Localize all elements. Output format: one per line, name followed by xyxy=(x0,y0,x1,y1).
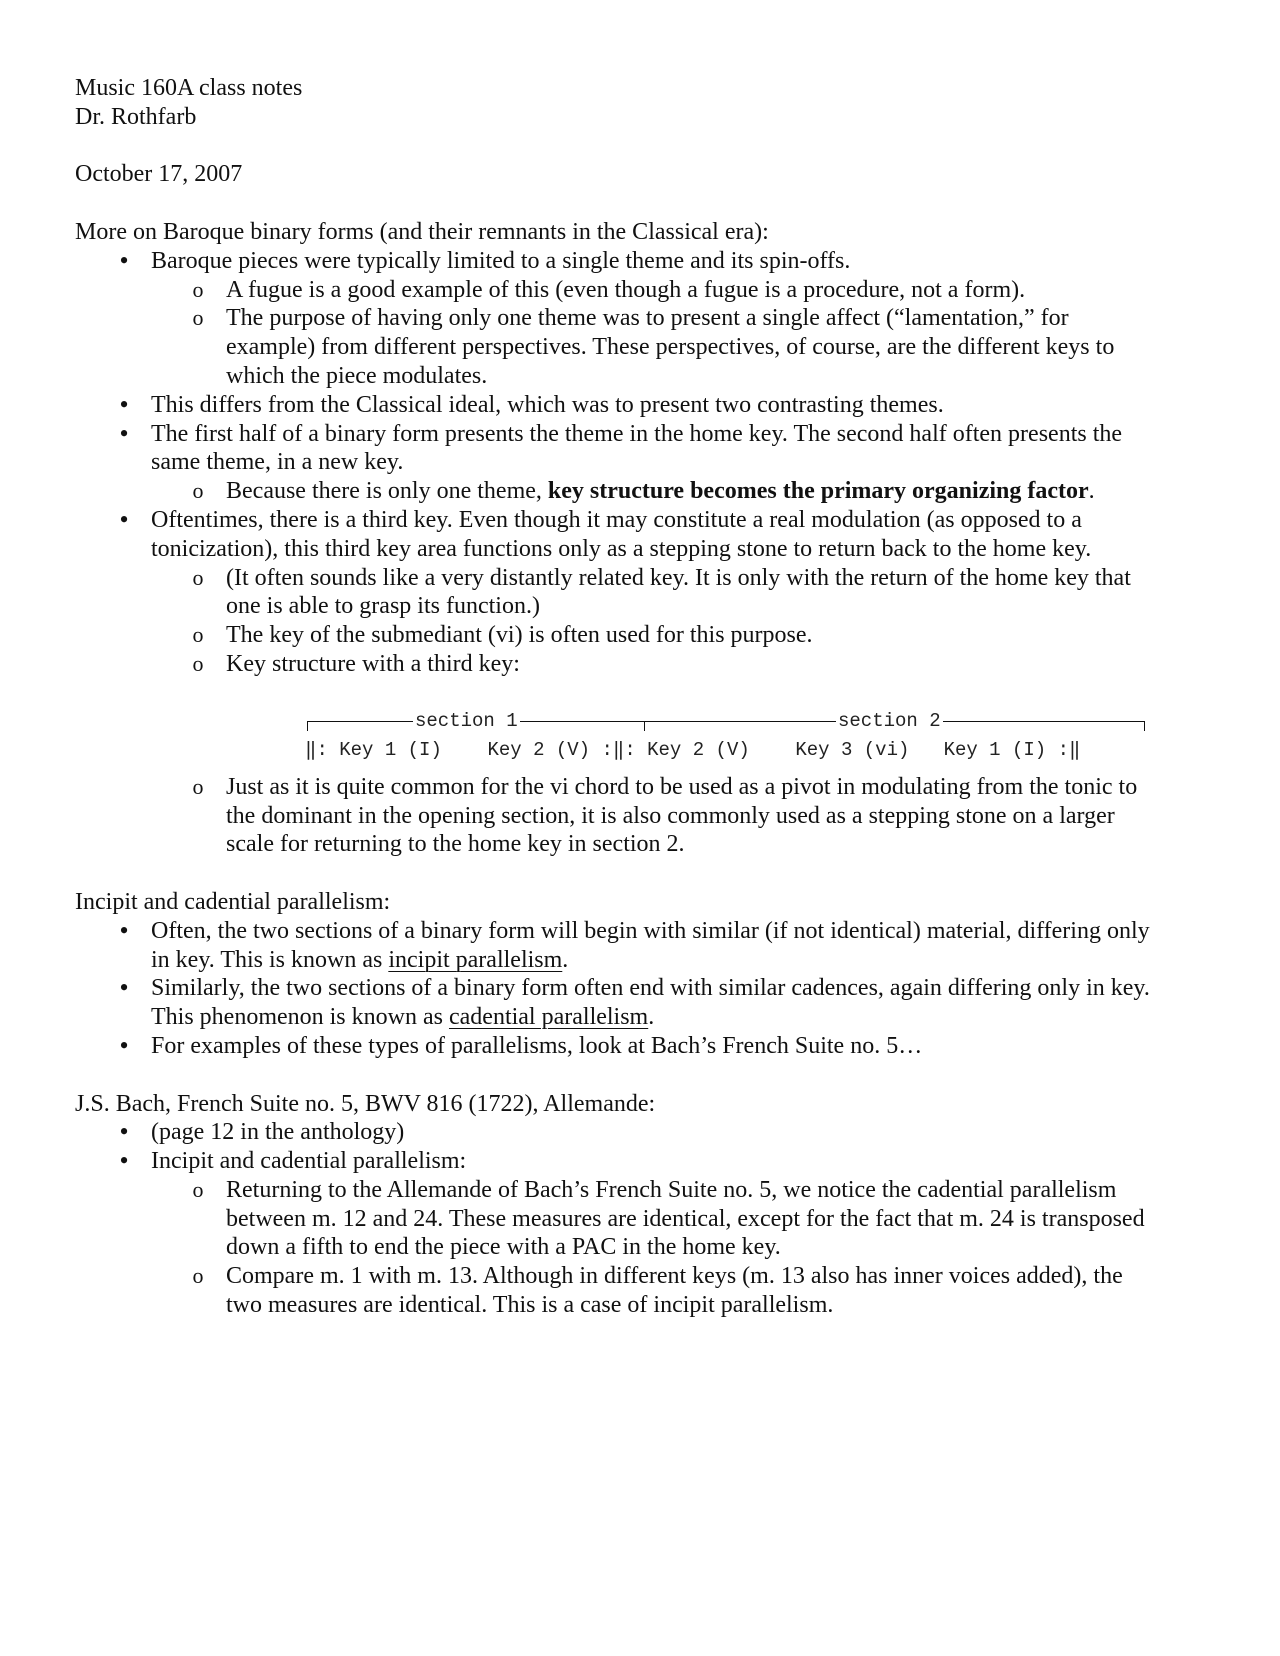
bullet-icon xyxy=(114,420,134,450)
list-item-text: Key structure with a third key: xyxy=(226,650,520,677)
lecture-date: October 17, 2007 xyxy=(75,161,243,188)
list-item xyxy=(75,974,1215,1032)
list-item-text: which the piece modulates. xyxy=(226,362,488,389)
list-item-text: the dominant in the opening section, it is also commonly used as a stepping stone on a larger xyxy=(226,802,1115,829)
list-item xyxy=(75,506,1215,564)
bullet-icon xyxy=(114,391,134,421)
list-item-text: The purpose of having only one theme was to present a single affect (“lamentation,” for xyxy=(226,305,1069,332)
course-title: Music 160A class notes xyxy=(75,75,303,101)
section-heading-french-suite: J.S. Bach, French Suite no. 5, BWV 816 (1722), Allemande: xyxy=(75,1090,656,1117)
list-item-text: between m. 12 and 24. These measures are identical, except for the fact that m. 24 is transposed xyxy=(226,1205,1145,1232)
list-item-text: A fugue is a good example of this (even though a fugue is a procedure, not a form). xyxy=(226,276,1026,303)
list-item-text: Returning to the Allemande of Bach’s French Suite no. 5, we notice the cadential parallelism xyxy=(226,1176,1117,1203)
list-item-text: For examples of these types of parallelisms, look at Bach’s French Suite no. 5… xyxy=(151,1032,923,1059)
bullet-icon xyxy=(114,974,134,1004)
section-1-label: section 1 xyxy=(413,707,520,736)
list-item-text: one is able to grasp its function.) xyxy=(226,593,540,620)
circle-bullet-icon xyxy=(188,650,208,679)
sub-list-item xyxy=(75,304,1215,390)
bullet-icon xyxy=(114,917,134,947)
circle-bullet-icon xyxy=(188,276,208,305)
list-item-text: The first half of a binary form presents the theme in the home key. The second half often presents the xyxy=(151,420,1123,447)
list-item-text xyxy=(226,477,1215,506)
text-run: This phenomenon is known as xyxy=(151,1004,449,1031)
sub-list-item xyxy=(75,773,1215,859)
list-item xyxy=(75,247,1215,276)
list-item-text: (page 12 in the anthology) xyxy=(151,1119,405,1146)
list-item xyxy=(75,1032,1215,1061)
sub-list-item xyxy=(75,1176,1215,1262)
list-item xyxy=(75,1118,1215,1147)
bullet-icon xyxy=(114,506,134,536)
emphasis-text: key structure becomes the primary organizing factor xyxy=(547,478,1089,505)
list-item xyxy=(75,420,1215,478)
bullet-icon xyxy=(114,1118,134,1148)
bracket-tick xyxy=(307,721,308,731)
sub-list-item xyxy=(75,1262,1215,1320)
list-item-text: Baroque pieces were typically limited to a single theme and its spin-offs. xyxy=(151,247,851,274)
sub-list-item xyxy=(75,276,1215,305)
list-item xyxy=(75,391,1215,420)
circle-bullet-icon xyxy=(188,1176,208,1205)
sub-list-item xyxy=(75,650,1215,679)
key-sequence: ‖: Key 1 (I) Key 2 (V) :‖: Key 2 (V) Key 3 (vi) Key 1 (I) :‖ xyxy=(305,738,1081,761)
sub-list-item xyxy=(75,477,1215,506)
section-heading-binary-forms: More on Baroque binary forms (and their remnants in the Classical era): xyxy=(75,218,769,245)
circle-bullet-icon xyxy=(188,773,208,802)
bullet-icon xyxy=(114,1147,134,1177)
list-item-text: Similarly, the two sections of a binary form often end with similar cadences, again differing only in key. xyxy=(151,975,1150,1002)
circle-bullet-icon xyxy=(188,564,208,593)
text-run: . xyxy=(1088,478,1095,505)
list-item xyxy=(75,1147,1215,1176)
list-item-text: same theme, in a new key. xyxy=(151,449,404,476)
key-structure-diagram xyxy=(305,707,1155,765)
sub-list-item xyxy=(75,564,1215,622)
text-run: . xyxy=(562,946,569,973)
text-run: Because there is only one theme, xyxy=(226,478,548,505)
section-2-label: section 2 xyxy=(836,707,943,736)
list-item-text: Often, the two sections of a binary form will begin with similar (if not identical) material, differing only xyxy=(151,917,1150,944)
bracket-tick xyxy=(1144,721,1145,731)
circle-bullet-icon xyxy=(188,477,208,506)
circle-bullet-icon xyxy=(188,621,208,650)
text-run: . xyxy=(648,1004,655,1031)
text-run: in key. This is known as xyxy=(151,946,389,973)
list-item-text: Compare m. 1 with m. 13. Although in different keys (m. 13 also has inner voices added), the xyxy=(226,1263,1123,1290)
circle-bullet-icon xyxy=(188,1262,208,1291)
list-item-text: example) from different perspectives. These perspectives, of course, are the different keys to xyxy=(226,334,1115,361)
bullet-icon xyxy=(114,247,134,277)
list-item-text: This differs from the Classical ideal, which was to present two contrasting themes. xyxy=(151,391,944,418)
list-item-text: Just as it is quite common for the vi chord to be used as a pivot in modulating from the tonic to xyxy=(226,773,1138,800)
list-item-text: tonicization), this third key area functions only as a stepping stone to return back to the home key. xyxy=(151,535,1092,562)
sub-list-item xyxy=(75,621,1215,650)
document-page xyxy=(75,74,1215,1320)
list-item-text: two measures are identical. This is a case of incipit parallelism. xyxy=(226,1292,834,1319)
list-item-text: The key of the submediant (vi) is often used for this purpose. xyxy=(226,622,813,649)
list-item-text: Oftentimes, there is a third key. Even though it may constitute a real modulation (as opposed to a xyxy=(151,506,1082,533)
list-item-text: Incipit and cadential parallelism: xyxy=(151,1148,467,1175)
list-item-text: (It often sounds like a very distantly related key. It is only with the return of the home key that xyxy=(226,564,1131,591)
list-item-text xyxy=(151,1003,1215,1032)
bullet-icon xyxy=(114,1032,134,1062)
circle-bullet-icon xyxy=(188,304,208,333)
list-item-text: down a fifth to end the piece with a PAC in the home key. xyxy=(226,1234,781,1261)
list-item-text: scale for returning to the home key in section 2. xyxy=(226,831,685,858)
list-item xyxy=(75,917,1215,975)
section-heading-parallelism: Incipit and cadential parallelism: xyxy=(75,888,391,915)
instructor-name: Dr. Rothfarb xyxy=(75,103,197,130)
bracket-tick xyxy=(644,721,645,731)
term-incipit-parallelism: incipit parallelism xyxy=(388,946,563,973)
term-cadential-parallelism: cadential parallelism xyxy=(448,1004,649,1031)
list-item-text xyxy=(151,946,1215,975)
